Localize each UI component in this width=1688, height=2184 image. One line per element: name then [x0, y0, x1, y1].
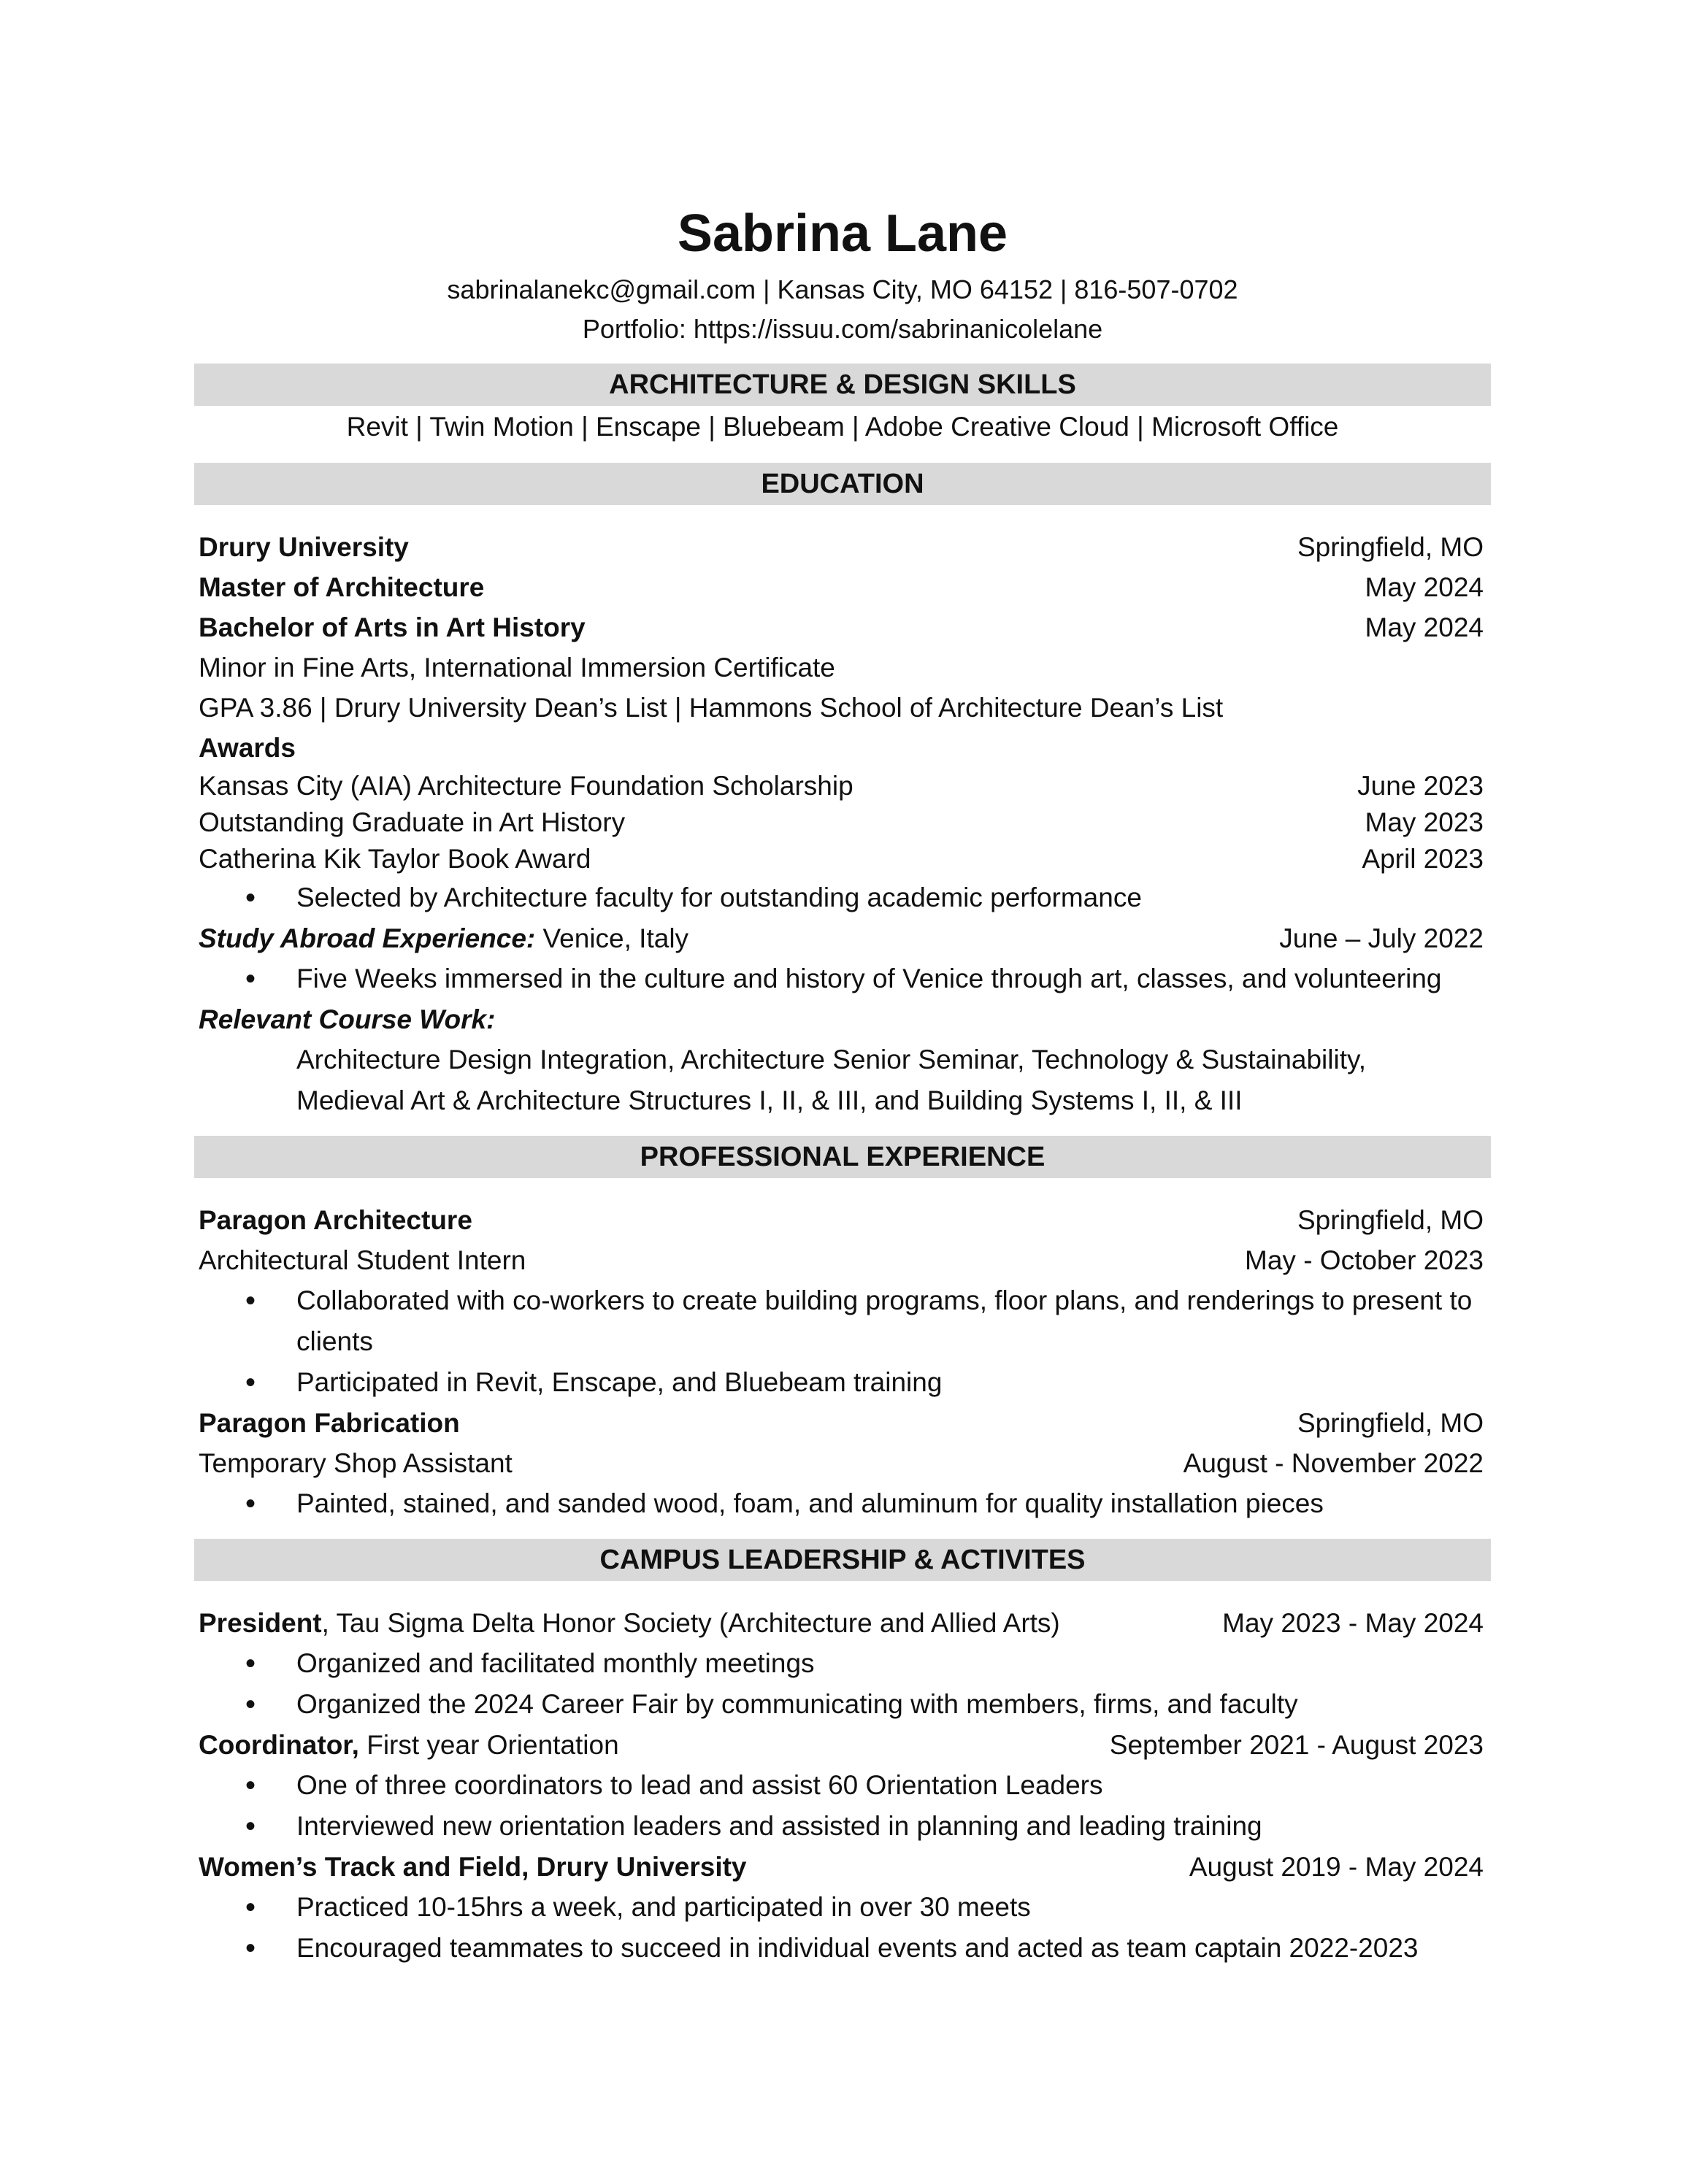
list-item: • Selected by Architecture faculty for outstanding academic performance [194, 877, 1491, 918]
award-row [194, 841, 1491, 877]
list-item: • Five Weeks immersed in the culture and history of Venice through art, classes, and volunteering [194, 958, 1491, 999]
leadership-role-row [194, 1725, 1491, 1765]
list-item: • Collaborated with co-workers to create building programs, floor plans, and renderings to present to clients [194, 1280, 1491, 1362]
awards-heading: Awards [199, 733, 296, 763]
leadership-bullets [194, 1643, 1491, 1725]
leadership-role: Women’s Track and Field, Drury University [199, 1852, 747, 1882]
job-bullets [194, 1280, 1491, 1403]
education-school-row [194, 527, 1491, 567]
job-company-row [194, 1403, 1491, 1443]
degree-row [194, 567, 1491, 607]
award-name: Catherina Kik Taylor Book Award [199, 844, 591, 874]
leadership-org: First year Orientation [358, 1730, 619, 1760]
contact-line: sabrinalanekc@gmail.com | Kansas City, MO 64152 | 816-507-0702 [447, 274, 1238, 304]
degree-date: May 2024 [1365, 612, 1484, 642]
list-item: • Encouraged teammates to succeed in individual events and acted as team captain 2022-2023 [194, 1928, 1491, 1969]
company-name: Paragon Architecture [199, 1205, 472, 1235]
portfolio-line: Portfolio: https://issuu.com/sabrinanicolelane [582, 314, 1103, 344]
leadership-role-row [194, 1603, 1491, 1643]
leadership-bullets [194, 1765, 1491, 1847]
company-location: Springfield, MO [1297, 1408, 1484, 1438]
education-section-title: EDUCATION [194, 463, 1491, 505]
list-item: • Organized the 2024 Career Fair by communicating with members, firms, and faculty [194, 1684, 1491, 1725]
degree-title: Master of Architecture [199, 572, 485, 602]
leadership-org: , Tau Sigma Delta Honor Society (Architecture and Allied Arts) [321, 1608, 1060, 1638]
award-name: Outstanding Graduate in Art History [199, 807, 626, 837]
coursework-line: Medieval Art & Architecture Structures I, II, & III, and Building Systems I, II, & III [296, 1085, 1243, 1115]
job-role: Architectural Student Intern [199, 1245, 526, 1275]
school-name: Drury University [199, 532, 409, 562]
job-role-row [194, 1240, 1491, 1280]
company-location: Springfield, MO [1297, 1205, 1484, 1235]
leadership-role-row [194, 1847, 1491, 1887]
award-date: June 2023 [1357, 771, 1484, 801]
study-abroad-date: June – July 2022 [1279, 923, 1484, 953]
job-bullets [194, 1483, 1491, 1524]
job-role-row [194, 1443, 1491, 1483]
coursework-line: Architecture Design Integration, Architecture Senior Seminar, Technology & Sustainability, [296, 1045, 1367, 1074]
leadership-section-title: CAMPUS LEADERSHIP & ACTIVITES [194, 1539, 1491, 1581]
resume-content [194, 197, 1491, 1969]
company-name: Paragon Fabrication [199, 1408, 460, 1438]
leadership-role: President [199, 1608, 322, 1638]
leadership-date: September 2021 - August 2023 [1109, 1730, 1484, 1760]
skills-section-title: ARCHITECTURE & DESIGN SKILLS [194, 364, 1491, 406]
award-row [194, 804, 1491, 841]
degree-row [194, 607, 1491, 647]
award-row [194, 768, 1491, 804]
list-item: • Practiced 10-15hrs a week, and participated in over 30 meets [194, 1887, 1491, 1928]
leadership-role: Coordinator, [199, 1730, 359, 1760]
list-item: • One of three coordinators to lead and assist 60 Orientation Leaders [194, 1765, 1491, 1806]
study-abroad-row [194, 918, 1491, 958]
list-item: • Organized and facilitated monthly meetings [194, 1643, 1491, 1684]
degree-title: Bachelor of Arts in Art History [199, 612, 586, 642]
coursework-label: Relevant Course Work: [199, 1004, 496, 1034]
candidate-name: Sabrina Lane [677, 204, 1008, 263]
award-bullets [194, 877, 1491, 918]
gpa-line: GPA 3.86 | Drury University Dean’s List | Hammons School of Architecture Dean’s List [199, 693, 1224, 723]
school-location: Springfield, MO [1297, 532, 1484, 562]
degree-date: May 2024 [1365, 572, 1484, 602]
list-item: • Participated in Revit, Enscape, and Bluebeam training [194, 1362, 1491, 1403]
job-company-row [194, 1200, 1491, 1240]
study-abroad-label: Study Abroad Experience: [199, 923, 536, 953]
list-item: • Painted, stained, and sanded wood, foam, and aluminum for quality installation pieces [194, 1483, 1491, 1524]
leadership-date: May 2023 - May 2024 [1222, 1608, 1484, 1638]
job-date: May - October 2023 [1245, 1245, 1484, 1275]
award-date: May 2023 [1365, 807, 1484, 837]
study-abroad-bullets [194, 958, 1491, 999]
award-date: April 2023 [1362, 844, 1484, 874]
minor-line: Minor in Fine Arts, International Immersion Certificate [199, 653, 835, 682]
award-name: Kansas City (AIA) Architecture Foundation Scholarship [199, 771, 853, 801]
job-role: Temporary Shop Assistant [199, 1448, 513, 1478]
experience-section-title: PROFESSIONAL EXPERIENCE [194, 1136, 1491, 1178]
leadership-date: August 2019 - May 2024 [1189, 1852, 1484, 1882]
list-item: • Interviewed new orientation leaders and assisted in planning and leading training [194, 1806, 1491, 1847]
skills-list: Revit | Twin Motion | Enscape | Bluebeam | Adobe Creative Cloud | Microsoft Office [346, 412, 1339, 442]
study-abroad-place: Venice, Italy [535, 923, 689, 953]
job-date: August - November 2022 [1183, 1448, 1484, 1478]
leadership-bullets [194, 1887, 1491, 1969]
